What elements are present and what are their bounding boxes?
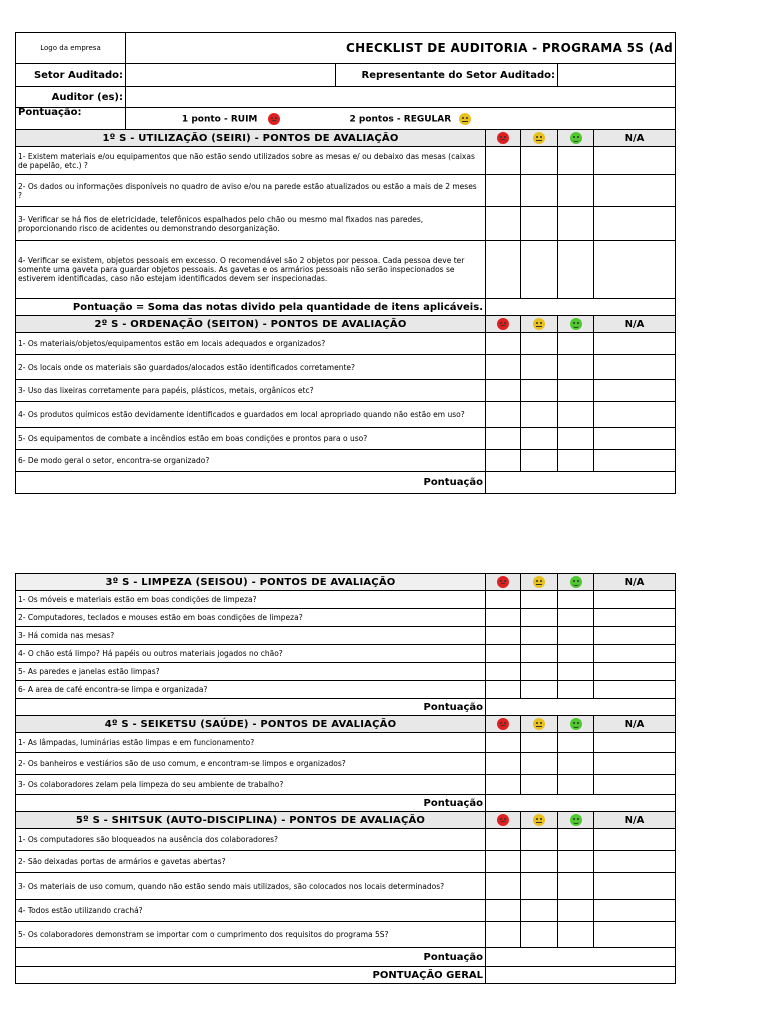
na-cell[interactable] xyxy=(594,147,676,175)
pontuacao-label: Pontuação: xyxy=(16,108,126,130)
score-cell[interactable] xyxy=(486,450,521,472)
sad-face-icon xyxy=(497,318,509,330)
section-1-score-field[interactable] xyxy=(486,299,676,316)
score-cell[interactable] xyxy=(486,733,521,753)
score-cell[interactable] xyxy=(558,873,594,900)
section-4-title: 4º S - SEIKETSU (SAÚDE) - PONTOS DE AVALIAÇÃO xyxy=(16,716,486,733)
score-cell[interactable] xyxy=(558,829,594,851)
na-header: N/A xyxy=(594,574,676,591)
legend-regular xyxy=(336,108,676,130)
score-cell[interactable] xyxy=(558,663,594,681)
score-cell[interactable] xyxy=(558,609,594,627)
happy-face-icon xyxy=(570,576,582,588)
neutral-face-icon xyxy=(533,814,545,826)
section-2-title: 2º S - ORDENAÇÃO (SEITON) - PONTOS DE AVALIAÇÃO xyxy=(16,316,486,333)
score-cell[interactable] xyxy=(521,851,558,873)
section-2-score-field[interactable] xyxy=(486,472,676,494)
section-4-score-label: Pontuação xyxy=(16,795,486,812)
score-cell[interactable] xyxy=(486,829,521,851)
na-cell[interactable] xyxy=(594,241,676,299)
na-cell[interactable] xyxy=(594,829,676,851)
rating-bad-icon-cell xyxy=(486,316,521,333)
score-cell[interactable] xyxy=(521,645,558,663)
score-cell[interactable] xyxy=(486,207,521,241)
checklist-item: 1- Os materiais/objetos/equipamentos estão em locais adequados e organizados? xyxy=(16,333,486,355)
na-cell[interactable] xyxy=(594,175,676,207)
score-cell[interactable] xyxy=(521,829,558,851)
na-cell[interactable] xyxy=(594,380,676,402)
score-cell[interactable] xyxy=(486,663,521,681)
sad-face-icon xyxy=(497,814,509,826)
section-2-score-label: Pontuação xyxy=(16,472,486,494)
score-cell[interactable] xyxy=(521,733,558,753)
score-cell[interactable] xyxy=(486,645,521,663)
score-cell[interactable] xyxy=(486,681,521,699)
representante-label: Representante do Setor Auditado: xyxy=(336,64,558,87)
neutral-face-icon xyxy=(533,576,545,588)
score-cell[interactable] xyxy=(486,428,521,450)
sad-face-icon xyxy=(497,718,509,730)
rating-good-icon-cell xyxy=(558,812,594,829)
score-cell[interactable] xyxy=(521,402,558,428)
checklist-item: 2- Os banheiros e vestiários são de uso comum, e encontram-se limpos e organizados? xyxy=(16,753,486,775)
checklist-item: 1- As lâmpadas, luminárias estão limpas e em funcionamento? xyxy=(16,733,486,753)
score-cell[interactable] xyxy=(558,922,594,948)
rating-bad-icon-cell xyxy=(486,574,521,591)
score-cell[interactable] xyxy=(558,591,594,609)
na-cell[interactable] xyxy=(594,900,676,922)
score-cell[interactable] xyxy=(558,851,594,873)
score-cell[interactable] xyxy=(521,775,558,795)
score-cell[interactable] xyxy=(558,355,594,380)
happy-face-icon xyxy=(570,132,582,144)
score-cell[interactable] xyxy=(558,775,594,795)
section-1-score-label: Pontuação = Soma das notas divido pela quantidade de itens aplicáveis. xyxy=(16,299,486,316)
na-cell[interactable] xyxy=(594,663,676,681)
neutral-face-icon xyxy=(459,113,471,125)
sad-face-icon xyxy=(268,113,280,125)
na-header: N/A xyxy=(594,130,676,147)
score-cell[interactable] xyxy=(521,873,558,900)
setor-field[interactable] xyxy=(126,64,336,87)
happy-face-icon xyxy=(570,814,582,826)
checklist-item: 1- Os móveis e materiais estão em boas condições de limpeza? xyxy=(16,591,486,609)
na-cell[interactable] xyxy=(594,681,676,699)
score-cell[interactable] xyxy=(486,355,521,380)
section-4-score-field[interactable] xyxy=(486,795,676,812)
checklist-table-bottom xyxy=(15,573,676,984)
score-cell[interactable] xyxy=(486,591,521,609)
na-header: N/A xyxy=(594,316,676,333)
checklist-item: 3- Uso das lixeiras corretamente para papéis, plásticos, metais, orgânicos etc? xyxy=(16,380,486,402)
checklist-item: 6- De modo geral o setor, encontra-se organizado? xyxy=(16,450,486,472)
checklist-item: 2- São deixadas portas de armários e gavetas abertas? xyxy=(16,851,486,873)
checklist-item: 4- Os produtos químicos estão devidamente identificados e guardados em local apropriado quando não estão em uso? xyxy=(16,402,486,428)
score-cell[interactable] xyxy=(521,627,558,645)
score-cell[interactable] xyxy=(486,380,521,402)
section-3-score-label: Pontuação xyxy=(16,699,486,716)
score-cell[interactable] xyxy=(486,147,521,175)
score-cell[interactable] xyxy=(558,900,594,922)
score-cell[interactable] xyxy=(486,922,521,948)
score-cell[interactable] xyxy=(521,681,558,699)
checklist-item: 4- Todos estão utilizando crachá? xyxy=(16,900,486,922)
score-cell[interactable] xyxy=(486,333,521,355)
na-cell[interactable] xyxy=(594,775,676,795)
score-cell[interactable] xyxy=(558,428,594,450)
checklist-item: 3- Os colaboradores zelam pela limpeza do seu ambiente de trabalho? xyxy=(16,775,486,795)
score-cell[interactable] xyxy=(521,380,558,402)
score-cell[interactable] xyxy=(558,627,594,645)
na-header: N/A xyxy=(594,716,676,733)
section-5-title: 5º S - SHITSUK (AUTO-DISCIPLINA) - PONTOS DE AVALIAÇÃO xyxy=(16,812,486,829)
neutral-face-icon xyxy=(533,132,545,144)
na-cell[interactable] xyxy=(594,645,676,663)
section-1-title: 1º S - UTILIZAÇÃO (SEIRI) - PONTOS DE AVALIAÇÃO xyxy=(16,130,486,147)
score-cell[interactable] xyxy=(486,873,521,900)
checklist-item: 4- O chão está limpo? Há papéis ou outros materiais jogados no chão? xyxy=(16,645,486,663)
section-3-title: 3º S - LIMPEZA (SEISOU) - PONTOS DE AVALIAÇÃO xyxy=(16,574,486,591)
score-cell[interactable] xyxy=(521,609,558,627)
score-cell[interactable] xyxy=(486,851,521,873)
score-cell[interactable] xyxy=(558,333,594,355)
score-cell[interactable] xyxy=(486,175,521,207)
rating-good-icon-cell xyxy=(558,316,594,333)
checklist-item: 6- A area de café encontra-se limpa e organizada? xyxy=(16,681,486,699)
setor-label: Setor Auditado: xyxy=(16,64,126,87)
auditor-label: Auditor (es): xyxy=(16,87,126,108)
checklist-item: 2- Os dados ou informações disponíveis no quadro de aviso e/ou na parede estão atualizados ou estão a mais de 2 meses ? xyxy=(16,175,486,207)
na-cell[interactable] xyxy=(594,609,676,627)
rating-good-icon-cell xyxy=(558,130,594,147)
checklist-item: 1- Existem materiais e/ou equipamentos que não estão sendo utilizados sobre as mesas e/ ou debaixo das mesas (caixas de papelão, etc.) ? xyxy=(16,147,486,175)
score-cell[interactable] xyxy=(521,428,558,450)
score-cell[interactable] xyxy=(521,147,558,175)
rating-bad-icon-cell xyxy=(486,812,521,829)
page-title: CHECKLIST DE AUDITORIA - PROGRAMA 5S (Ad xyxy=(126,33,676,64)
score-cell[interactable] xyxy=(558,380,594,402)
na-header: N/A xyxy=(594,812,676,829)
score-cell[interactable] xyxy=(521,175,558,207)
rating-good-icon-cell xyxy=(558,574,594,591)
legend-ruim-label: 1 ponto - RUIM xyxy=(181,114,258,124)
checklist-item: 3- Verificar se há fios de eletricidade, telefônicos espalhados pelo chão ou mesmo mal fixados nas paredes, proporcionando risco de acidentes ou demonstrando desorganização. xyxy=(16,207,486,241)
na-cell[interactable] xyxy=(594,333,676,355)
rating-bad-icon-cell xyxy=(486,130,521,147)
section-3-score-field[interactable] xyxy=(486,699,676,716)
representante-field[interactable] xyxy=(558,64,676,87)
score-cell[interactable] xyxy=(521,355,558,380)
rating-regular-icon-cell xyxy=(521,316,558,333)
neutral-face-icon xyxy=(533,318,545,330)
sad-face-icon xyxy=(497,576,509,588)
checklist-item: 2- Computadores, teclados e mouses estão em boas condições de limpeza? xyxy=(16,609,486,627)
rating-bad-icon-cell xyxy=(486,716,521,733)
score-cell[interactable] xyxy=(558,753,594,775)
checklist-block-2 xyxy=(15,573,645,984)
score-cell[interactable] xyxy=(558,402,594,428)
score-cell[interactable] xyxy=(486,402,521,428)
neutral-face-icon xyxy=(533,718,545,730)
na-cell[interactable] xyxy=(594,591,676,609)
score-cell[interactable] xyxy=(521,450,558,472)
score-cell[interactable] xyxy=(558,147,594,175)
rating-regular-icon-cell xyxy=(521,812,558,829)
na-cell[interactable] xyxy=(594,753,676,775)
rating-good-icon-cell xyxy=(558,716,594,733)
company-logo-placeholder: Logo da empresa xyxy=(16,33,126,64)
checklist-item: 3- Há comida nas mesas? xyxy=(16,627,486,645)
na-cell[interactable] xyxy=(594,873,676,900)
score-cell[interactable] xyxy=(521,207,558,241)
happy-face-icon xyxy=(570,318,582,330)
score-cell[interactable] xyxy=(558,175,594,207)
rating-regular-icon-cell xyxy=(521,130,558,147)
score-cell[interactable] xyxy=(558,207,594,241)
sad-face-icon xyxy=(497,132,509,144)
score-cell[interactable] xyxy=(486,900,521,922)
checklist-item: 2- Os locais onde os materiais são guardados/alocados estão identificados corretamente? xyxy=(16,355,486,380)
score-cell[interactable] xyxy=(486,753,521,775)
na-cell[interactable] xyxy=(594,207,676,241)
happy-face-icon xyxy=(570,718,582,730)
na-cell[interactable] xyxy=(594,355,676,380)
na-cell[interactable] xyxy=(594,428,676,450)
na-cell[interactable] xyxy=(594,922,676,948)
score-cell[interactable] xyxy=(521,241,558,299)
na-cell[interactable] xyxy=(594,450,676,472)
score-cell[interactable] xyxy=(486,627,521,645)
score-cell[interactable] xyxy=(558,450,594,472)
checklist-item: 4- Verificar se existem, objetos pessoais em excesso. O recomendável são 2 objetos por pessoa. Cada pessoa deve ter somente uma gaveta para guardar objetos pessoais. As gavetas e os armários pessoais não serão inspecionados se estiverem identificadas, caso não estejam identificados devem ser inspecionadas. xyxy=(16,241,486,299)
score-cell[interactable] xyxy=(521,900,558,922)
score-cell[interactable] xyxy=(521,591,558,609)
legend-ruim xyxy=(126,108,336,130)
checklist-table-top xyxy=(15,32,676,494)
score-cell[interactable] xyxy=(486,775,521,795)
checklist-block-1 xyxy=(15,32,673,494)
score-cell[interactable] xyxy=(558,681,594,699)
score-cell[interactable] xyxy=(486,241,521,299)
general-score-label: PONTUAÇÃO GERAL xyxy=(16,967,486,984)
section-5-score-field[interactable] xyxy=(486,948,676,967)
checklist-item: 1- Os computadores são bloqueados na ausência dos colaboradores? xyxy=(16,829,486,851)
checklist-item: 3- Os materiais de uso comum, quando não estão sendo mais utilizados, são colocados nos locais determinados? xyxy=(16,873,486,900)
checklist-item: 5- Os equipamentos de combate a incêndios estão em boas condições e prontos para o uso? xyxy=(16,428,486,450)
checklist-item: 5- As paredes e janelas estão limpas? xyxy=(16,663,486,681)
score-cell[interactable] xyxy=(558,733,594,753)
score-cell[interactable] xyxy=(521,333,558,355)
section-5-score-label: Pontuação xyxy=(16,948,486,967)
score-cell[interactable] xyxy=(486,609,521,627)
general-score-field[interactable] xyxy=(486,967,676,984)
checklist-item: 5- Os colaboradores demonstram se importar com o cumprimento dos requisitos do programa 5S? xyxy=(16,922,486,948)
auditor-field[interactable] xyxy=(126,87,676,108)
score-cell[interactable] xyxy=(558,241,594,299)
score-cell[interactable] xyxy=(521,663,558,681)
legend-regular-label: 2 pontos - REGULAR xyxy=(349,114,452,124)
na-cell[interactable] xyxy=(594,733,676,753)
na-cell[interactable] xyxy=(594,627,676,645)
score-cell[interactable] xyxy=(558,645,594,663)
score-cell[interactable] xyxy=(521,753,558,775)
score-cell[interactable] xyxy=(521,922,558,948)
rating-regular-icon-cell xyxy=(521,574,558,591)
na-cell[interactable] xyxy=(594,851,676,873)
rating-regular-icon-cell xyxy=(521,716,558,733)
na-cell[interactable] xyxy=(594,402,676,428)
